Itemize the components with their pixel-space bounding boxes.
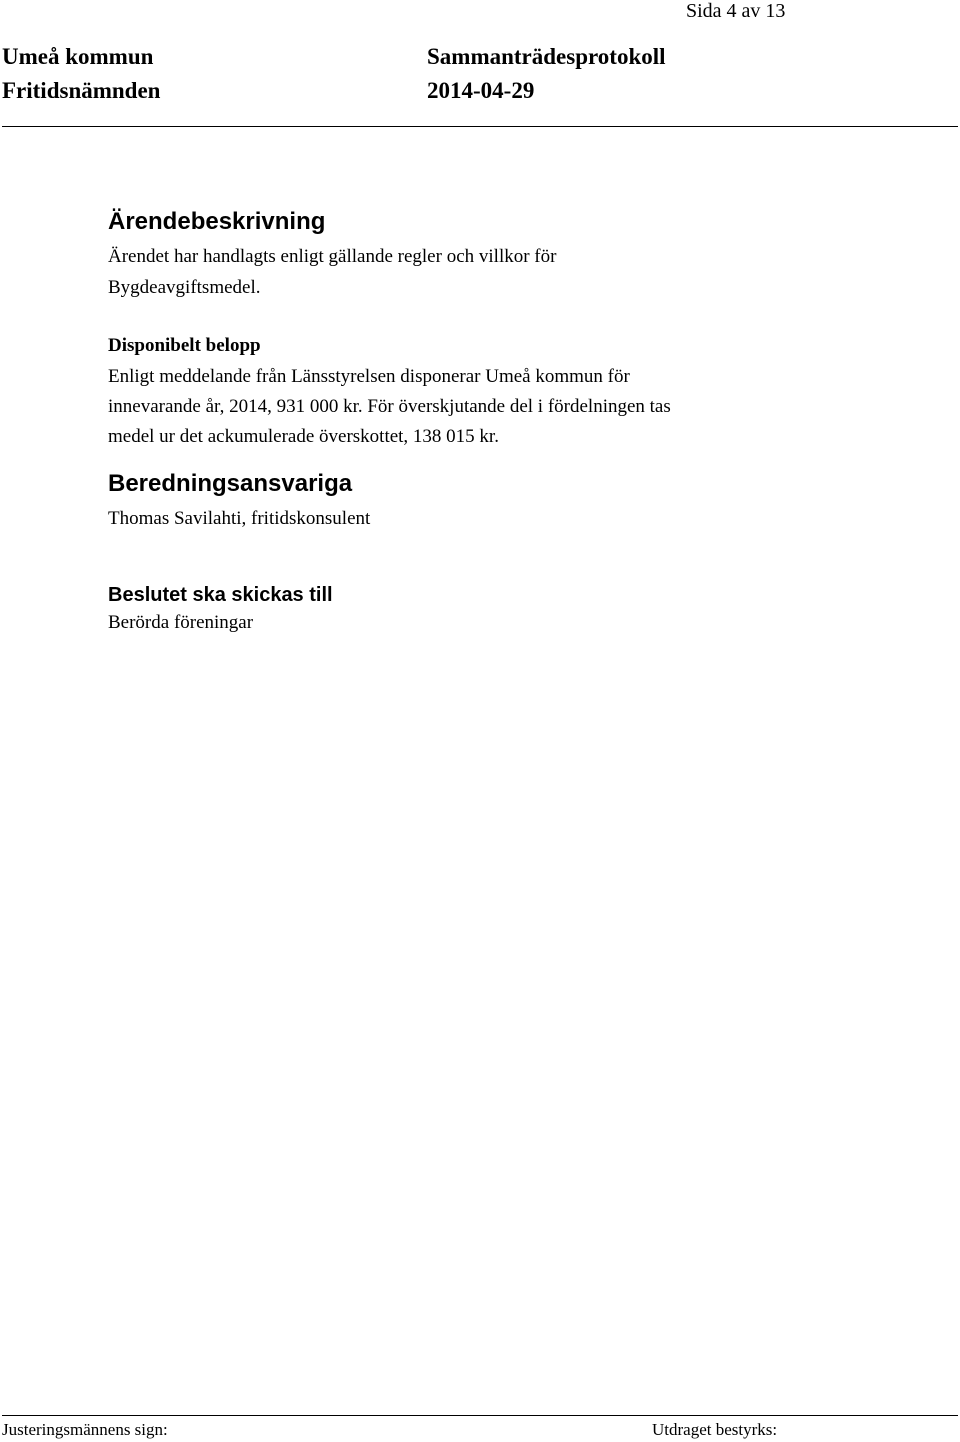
meeting-date: 2014-04-29 (427, 78, 535, 103)
organization-name: Umeå kommun (2, 44, 154, 69)
section-text-line: Enligt meddelande från Länsstyrelsen disponerar Umeå kommun för (108, 366, 630, 387)
section-text-line: Thomas Savilahti, fritidskonsulent (108, 508, 371, 529)
section-text-line: medel ur det ackumulerade överskottet, 138 015 kr. (108, 426, 499, 447)
section-title-available-amount: Disponibelt belopp (108, 335, 261, 356)
header-divider (2, 126, 958, 127)
section-text-line: innevarande år, 2014, 931 000 kr. För överskjutande del i fördelningen tas (108, 396, 671, 417)
board-name: Fritidsnämnden (2, 78, 161, 103)
section-title-send-to: Beslutet ska skickas till (108, 584, 333, 606)
section-text-line: Ärendet har handlagts enligt gällande regler och villkor för (108, 246, 557, 267)
section-title-description: Ärendebeskrivning (108, 208, 326, 235)
footer-certification-label: Utdraget bestyrks: (652, 1420, 778, 1439)
section-text-line: Bygdeavgiftsmedel. (108, 277, 261, 298)
document-type: Sammanträdesprotokoll (427, 44, 666, 69)
footer-divider (2, 1415, 958, 1416)
footer-signature-label: Justeringsmännens sign: (2, 1420, 168, 1439)
section-title-responsible: Beredningsansvariga (108, 470, 353, 497)
section-text-line: Berörda föreningar (108, 612, 254, 633)
page-number: Sida 4 av 13 (686, 0, 786, 22)
